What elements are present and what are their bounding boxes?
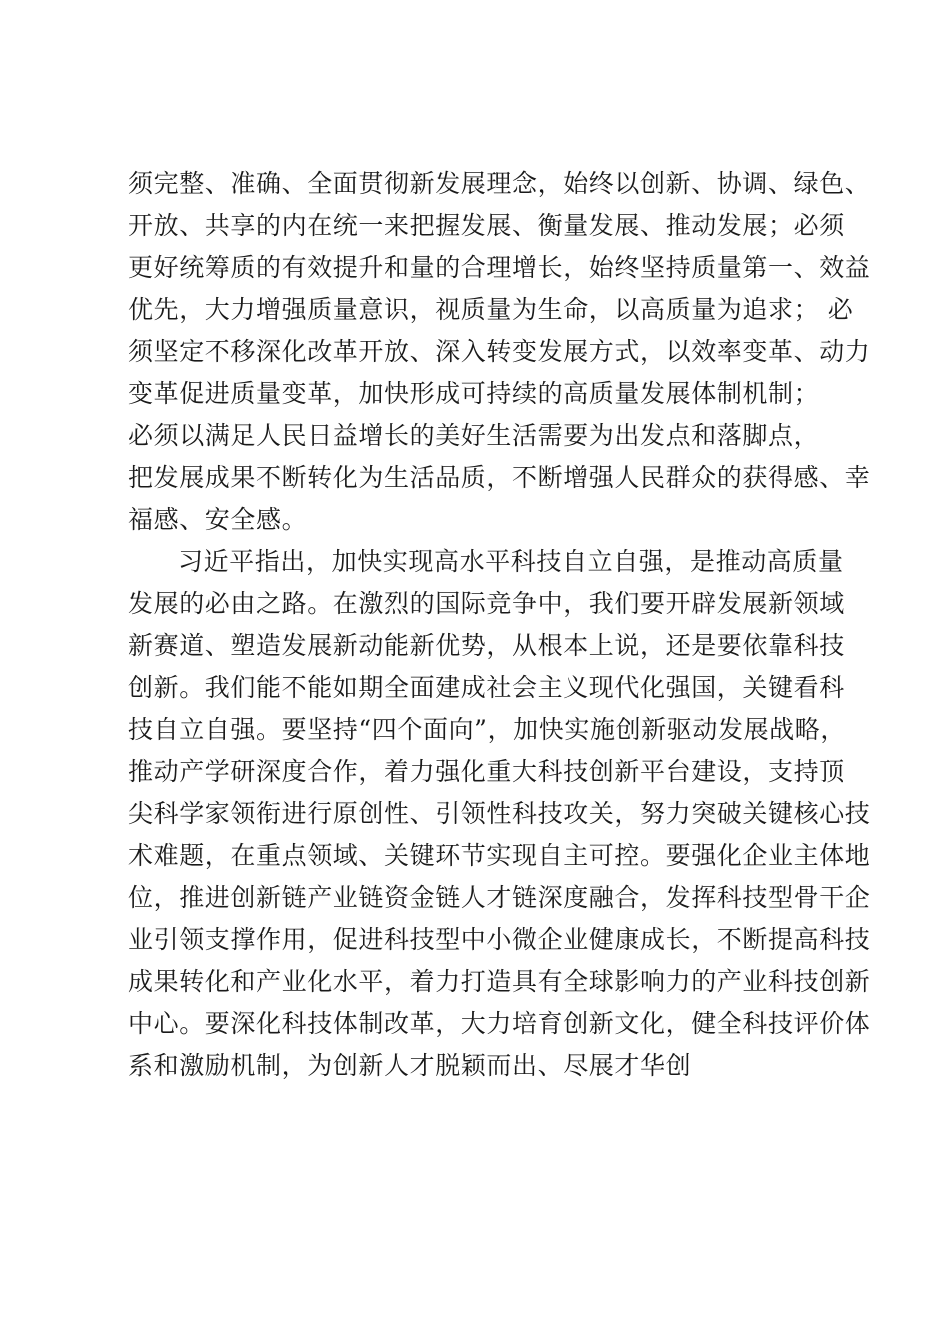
paragraph-2-line-8: 术难题，在重点领域、关键环节实现自主可控。要强化企业主体地 (128, 841, 871, 870)
paragraph-2-line-12: 中心。要深化科技体制改革，大力培育创新文化，健全科技评价体 (128, 1009, 871, 1038)
paragraph-1-line-7: 必须以满足人民日益增长的美好生活需要为出发点和落脚点， (128, 421, 820, 450)
paragraph-2-line-10: 业引领支撑作用，促进科技型中小微企业健康成长，不断提高科技 (128, 925, 871, 954)
paragraph-1-line-1: 须完整、准确、全面贯彻新发展理念，始终以创新、协调、绿色、 (128, 169, 871, 198)
paragraph-2-line-11: 成果转化和产业化水平，着力打造具有全球影响力的产业科技创新 (128, 967, 871, 996)
paragraph-2-line-7: 尖科学家领衔进行原创性、引领性科技攻关，努力突破关键核心技 (128, 799, 871, 828)
paragraph-1-line-8: 把发展成果不断转化为生活品质，不断增强人民群众的获得感、幸 (128, 463, 871, 492)
paragraph-2-line-4: 创新。我们能不能如期全面建成社会主义现代化强国，关键看科 (128, 673, 845, 702)
paragraph-1-line-2: 开放、共享的内在统一来把握发展、衡量发展、推动发展；必须 (128, 211, 845, 240)
paragraph-2-line-6: 推动产学研深度合作，着力强化重大科技创新平台建设，支持顶 (128, 757, 845, 786)
paragraph-2-line-5: 技自立自强。要坚持“四个面向”，加快实施创新驱动发展战略， (128, 715, 846, 744)
paragraph-2-line-2: 发展的必由之路。在激烈的国际竞争中，我们要开辟发展新领域 (128, 589, 845, 618)
paragraph-1-line-4: 优先，大力增强质量意识，视质量为生命，以高质量为追求； 必 (128, 295, 854, 324)
paragraph-1-line-3: 更好统筹质的有效提升和量的合理增长，始终坚持质量第一、效益 (128, 253, 871, 282)
paragraph-2-line-13: 系和激励机制，为创新人才脱颖而出、尽展才华创 (128, 1051, 692, 1080)
paragraph-2-line-1: 习近平指出，加快实现高水平科技自立自强，是推动高质量 (178, 547, 844, 576)
paragraph-1-line-9: 福感、安全感。 (128, 505, 308, 534)
paragraph-1-line-5: 须坚定不移深化改革开放、深入转变发展方式，以效率变革、动力 (128, 337, 871, 366)
paragraph-2-line-9: 位，推进创新链产业链资金链人才链深度融合，发挥科技型骨干企 (128, 883, 871, 912)
paragraph-2-line-3: 新赛道、塑造发展新动能新优势，从根本上说，还是要依靠科技 (128, 631, 845, 660)
paragraph-1-line-6: 变革促进质量变革，加快形成可持续的高质量发展体制机制； (128, 379, 820, 408)
